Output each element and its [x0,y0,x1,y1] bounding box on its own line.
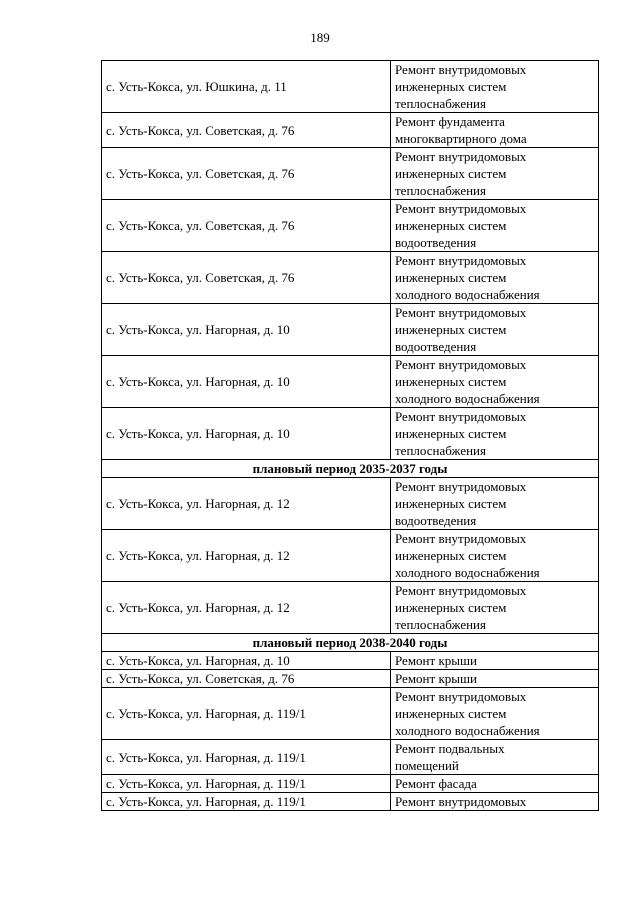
work-type-cell [391,530,599,582]
work-type-line: Ремонт фасада [395,776,477,791]
work-type-cell [391,252,599,304]
work-type-line: Ремонт внутридомовых [395,357,527,372]
work-type-line: теплоснабжения [395,443,486,458]
address-cell: с. Усть-Кокса, ул. Советская, д. 76 [102,252,391,304]
work-type-line: инженерных систем [395,426,507,441]
work-type-line: холодного водоснабжения [395,287,540,302]
work-type-line: Ремонт внутридомовых [395,409,527,424]
work-type-line: Ремонт крыши [395,671,477,686]
work-type-line: инженерных систем [395,496,507,511]
table-row [102,530,599,582]
work-type-cell [391,775,599,793]
work-type-cell [391,61,599,113]
address-cell: с. Усть-Кокса, ул. Нагорная, д. 119/1 [102,775,391,793]
table-row [102,740,599,775]
table-row [102,252,599,304]
work-type-line: инженерных систем [395,79,507,94]
address-cell: с. Усть-Кокса, ул. Юшкина, д. 11 [102,61,391,113]
table-row [102,408,599,460]
work-type-line: Ремонт внутридомовых [395,149,527,164]
work-type-line: Ремонт крыши [395,653,477,668]
table-row [102,304,599,356]
work-type-cell [391,793,599,811]
repair-schedule-table [101,60,599,811]
work-type-cell [391,688,599,740]
work-type-line: инженерных систем [395,218,507,233]
work-type-line: водоотведения [395,513,477,528]
work-type-line: холодного водоснабжения [395,391,540,406]
work-type-line: Ремонт фундамента [395,114,505,129]
work-type-line: холодного водоснабжения [395,565,540,580]
table-row [102,688,599,740]
page-number: 189 [310,30,330,45]
work-type-line: Ремонт внутридомовых [395,201,527,216]
work-type-line: Ремонт внутридомовых [395,62,527,77]
work-type-cell [391,148,599,200]
address-cell: с. Усть-Кокса, ул. Нагорная, д. 12 [102,530,391,582]
section-header-row [102,460,599,478]
table-row [102,478,599,530]
work-type-line: водоотведения [395,235,477,250]
table-row [102,61,599,113]
address-cell: с. Усть-Кокса, ул. Нагорная, д. 119/1 [102,740,391,775]
work-type-cell [391,740,599,775]
address-cell: с. Усть-Кокса, ул. Нагорная, д. 12 [102,582,391,634]
table-row [102,356,599,408]
work-type-cell [391,408,599,460]
work-type-cell [391,478,599,530]
work-type-line: Ремонт внутридомовых [395,583,527,598]
work-type-line: теплоснабжения [395,96,486,111]
work-type-line: Ремонт внутридомовых [395,253,527,268]
address-cell: с. Усть-Кокса, ул. Советская, д. 76 [102,113,391,148]
section-header-row [102,634,599,652]
section-title: плановый период 2035-2037 годы [102,460,599,478]
address-cell: с. Усть-Кокса, ул. Нагорная, д. 119/1 [102,793,391,811]
work-type-line: инженерных систем [395,322,507,337]
address-cell: с. Усть-Кокса, ул. Советская, д. 76 [102,200,391,252]
address-cell: с. Усть-Кокса, ул. Советская, д. 76 [102,670,391,688]
work-type-cell [391,304,599,356]
work-type-line: холодного водоснабжения [395,723,540,738]
work-type-line: инженерных систем [395,548,507,563]
work-type-line: Ремонт внутридомовых [395,794,527,809]
work-type-line: Ремонт подвальных [395,741,505,756]
address-cell: с. Усть-Кокса, ул. Нагорная, д. 10 [102,304,391,356]
table-body [102,61,599,811]
work-type-cell [391,582,599,634]
work-type-line: инженерных систем [395,374,507,389]
work-type-line: теплоснабжения [395,617,486,632]
table-row [102,775,599,793]
table-row [102,148,599,200]
work-type-cell [391,113,599,148]
address-cell: с. Усть-Кокса, ул. Нагорная, д. 10 [102,408,391,460]
work-type-line: инженерных систем [395,600,507,615]
table-row [102,670,599,688]
address-cell: с. Усть-Кокса, ул. Нагорная, д. 10 [102,652,391,670]
table-row [102,200,599,252]
work-type-line: Ремонт внутридомовых [395,689,527,704]
address-cell: с. Усть-Кокса, ул. Нагорная, д. 12 [102,478,391,530]
work-type-line: Ремонт внутридомовых [395,305,527,320]
address-cell: с. Усть-Кокса, ул. Советская, д. 76 [102,148,391,200]
address-cell: с. Усть-Кокса, ул. Нагорная, д. 10 [102,356,391,408]
work-type-line: водоотведения [395,339,477,354]
work-type-line: теплоснабжения [395,183,486,198]
work-type-line: Ремонт внутридомовых [395,531,527,546]
work-type-line: инженерных систем [395,270,507,285]
work-type-line: Ремонт внутридомовых [395,479,527,494]
work-type-line: помещений [395,758,459,773]
work-type-cell [391,652,599,670]
work-type-line: многоквартирного дома [395,131,527,146]
work-type-cell [391,356,599,408]
section-title: плановый период 2038-2040 годы [102,634,599,652]
work-type-line: инженерных систем [395,706,507,721]
work-type-line: инженерных систем [395,166,507,181]
address-cell: с. Усть-Кокса, ул. Нагорная, д. 119/1 [102,688,391,740]
work-type-cell [391,670,599,688]
table-row [102,582,599,634]
table-row [102,113,599,148]
work-type-cell [391,200,599,252]
table-row [102,652,599,670]
table-row [102,793,599,811]
